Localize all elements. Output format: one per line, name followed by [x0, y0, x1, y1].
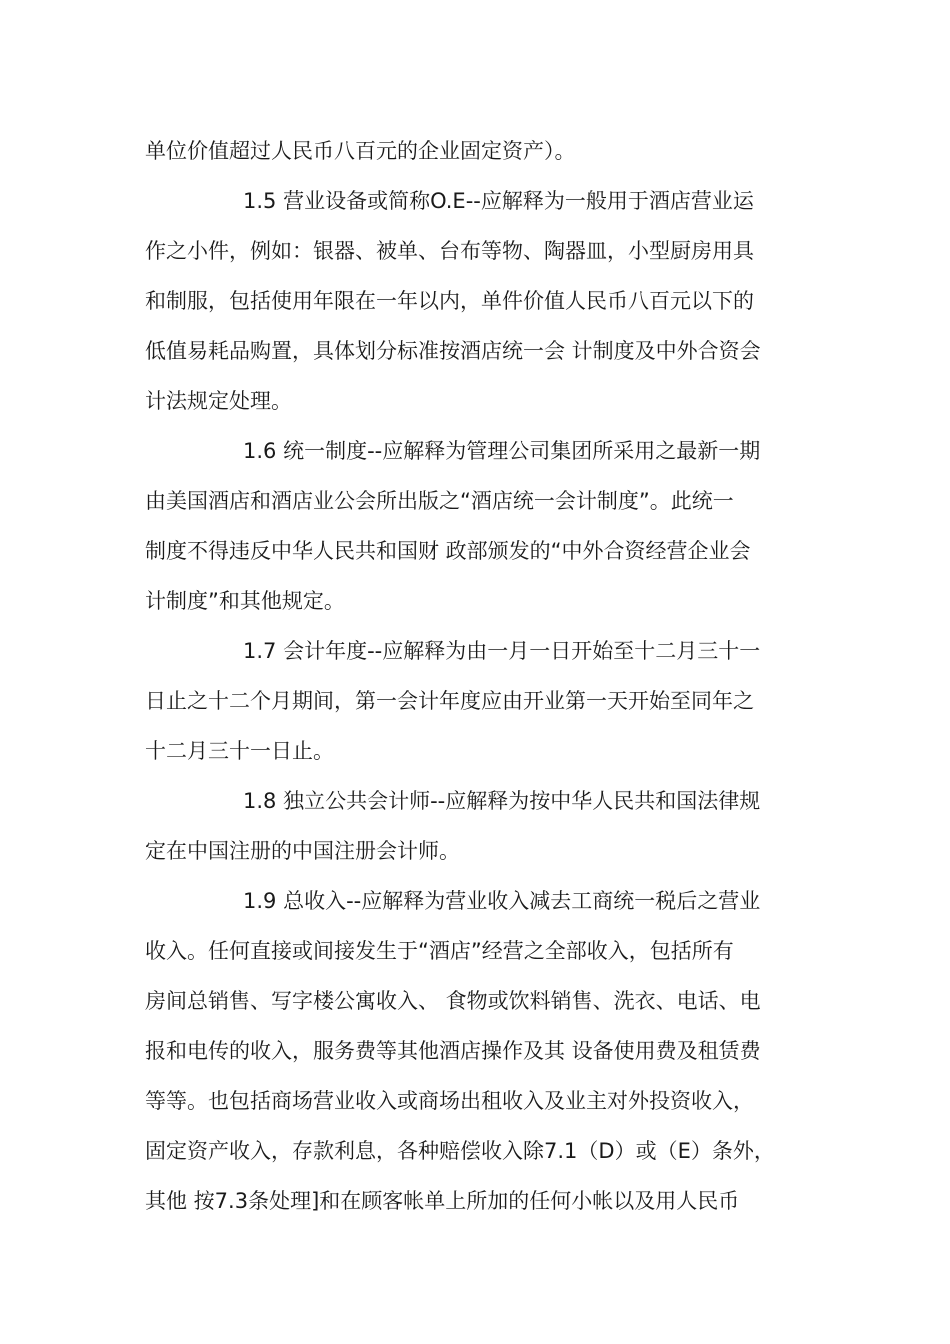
text-line-1: 单位价值超过人民币八百元的企业固定资产）。 [145, 139, 576, 163]
text-line-6: 计法规定处理。 [145, 389, 292, 413]
text-line-21: 固定资产收入，存款利息，各种赔偿收入除7.1（D）或（E）条外， [145, 1139, 775, 1163]
text-line-12: 日止之十二个月期间，第一会计年度应由开业第一天开始至同年之 [145, 689, 754, 713]
text-line-20: 等等。也包括商场营业收入或商场出租收入及业主对外投资收入， [145, 1089, 754, 1113]
clause-1-7-heading: 1.7 会计年度--应解释为由一月一日开始至十二月三十一 [243, 639, 761, 663]
clause-1-8-heading: 1.8 独立公共会计师--应解释为按中华人民共和国法律规 [243, 789, 761, 813]
clause-1-6-heading: 1.6 统一制度--应解释为管理公司集团所采用之最新一期 [243, 439, 761, 463]
text-line-10: 计制度”和其他规定。 [145, 589, 345, 613]
clause-1-9-heading: 1.9 总收入--应解释为营业收入减去工商统一税后之营业 [243, 889, 761, 913]
text-line-4: 和制服，包括使用年限在一年以内，单件价值人民币八百元以下的 [145, 289, 754, 313]
text-line-13: 十二月三十一日止。 [145, 739, 334, 763]
text-line-9: 制度不得违反中华人民共和国财 政部颁发的“中外合资经营企业会 [145, 539, 751, 563]
text-line-22: 其他 按7.3条处理]和在顾客帐单上所加的任何小帐以及用人民币 [145, 1189, 740, 1213]
text-line-19: 报和电传的收入，服务费等其他酒店操作及其 设备使用费及租赁费 [145, 1039, 761, 1063]
text-line-18: 房间总销售、写字楼公寓收入、 食物或饮料销售、洗衣、电话、电 [145, 989, 761, 1013]
text-line-8: 由美国酒店和酒店业公会所出版之“酒店统一会计制度”。此统一 [145, 489, 734, 513]
text-line-3: 作之小件，例如：银器、被单、台布等物、陶器皿，小型厨房用具 [145, 239, 754, 263]
text-line-17: 收入。任何直接或间接发生于“酒店”经营之全部收入，包括所有 [145, 939, 734, 963]
text-line-5: 低值易耗品购置，具体划分标准按酒店统一会 计制度及中外合资会 [145, 339, 761, 363]
text-line-15: 定在中国注册的中国注册会计师。 [145, 839, 460, 863]
clause-1-5-heading: 1.5 营业设备或简称O.E--应解释为一般用于酒店营业运 [243, 189, 754, 213]
